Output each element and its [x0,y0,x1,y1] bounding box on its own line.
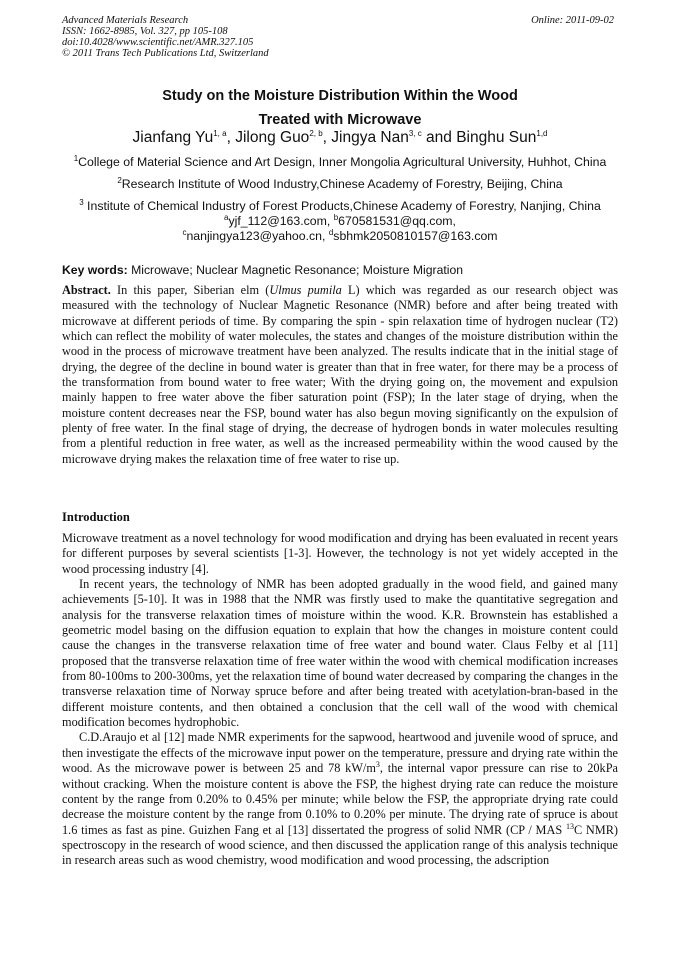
abstract [62,283,618,467]
affiliation-2 [50,177,630,192]
author-list [62,128,618,148]
email-c: nanjingya123@yahoo.cn, [186,229,326,243]
introduction [62,531,618,869]
author-sup: 1, a [213,128,227,138]
affiliation-text: College of Material Science and Art Design, Inner Mongolia Agricultural University, Huhhot, China [78,155,607,169]
abstract-label: Abstract. [62,283,111,297]
author-name: Jingya Nan [331,129,409,146]
journal-name: Advanced Materials Research [62,15,189,26]
email-sup: a [224,212,229,222]
title-line-1: Study on the Moisture Distribution Within the Wood [162,88,518,104]
author-and: and [421,129,457,146]
email-a: yjf_112@163.com, [228,214,331,228]
abstract-species: Ulmus pumila [269,283,342,297]
affiliation-text: Institute of Chemical Industry of Forest Products,Chinese Academy of Forestry, Nanjing, China [83,199,601,213]
intro-paragraph-1: Microwave treatment as a novel technology for wood modification and drying has been evaluated in recent years for different purposes by several scientists [1-3]. However, the technology is not yet widely accepted in the wood processing industry [4]. [62,531,618,576]
author-sup: 1,d [536,128,548,138]
intro-p3-sup: 3 [375,760,380,770]
intro-p3-sup: 13 [565,821,574,831]
email-sup: d [328,227,334,237]
email-line-1 [50,214,630,229]
email-d: sbhmk2050810157@163.com [333,229,498,243]
author-separator: , [226,129,236,146]
intro-heading: Introduction [62,510,130,524]
email-b: 670581531@qq.com, [338,214,456,228]
keywords-label: Key words: [62,263,128,277]
affiliation-sup: 3 [79,197,84,207]
journal-copyright: © 2011 Trans Tech Publications Ltd, Switzerland [62,48,269,59]
author-name: Jianfang Yu [132,129,214,146]
intro-p3-text: , the internal vapor pressure can rise to 20kPa without cracking. When the moisture content is above the FSP, the highest drying rate can reduce the moisture content by the range from 0.20% to 0.45% per minute; while below the FSP, the appropriate drying rate could decrease the moisture content by the range from 0.10% to 0.20% per minute. The drying rate of spruce is about 1.6 times as fast as pine. Guizhen Fang et al [13] dissertated the progress of solid NMR (CP / MAS [62,761,618,837]
journal-doi: doi:10.4028/www.scientific.net/AMR.327.105 [62,37,254,48]
author-name: Binghu Sun [456,129,537,146]
affiliation-sup: 1 [73,153,79,163]
email-line-2 [50,229,630,244]
keywords [62,263,618,277]
affiliation-1 [50,155,630,170]
keywords-text: Microwave; Nuclear Magnetic Resonance; Moisture Migration [131,263,464,277]
online-date: Online: 2011-09-02 [531,15,614,26]
affiliation-sup: 2 [117,175,122,185]
author-name: Jilong Guo [235,129,310,146]
email-sup: c [182,227,187,237]
affiliation-text: Research Institute of Wood Industry,Chinese Academy of Forestry, Beijing, China [121,177,563,191]
author-sup: 2, b [309,128,323,138]
paper-title [62,84,618,132]
abstract-text-pre: In this paper, Siberian elm ( [110,283,270,297]
intro-paragraph-2: In recent years, the technology of NMR has been adopted gradually in the wood field, and gained many achievements [5-10]. It was in 1988 that the NMR was firstly used to make the quantitative segregation and analysis for the transverse relaxation times of moisture within the wood. K.R. Brownstein has established a geometric model basing on the diffusion equation to explain that how the changes in moisture content could cause the changes in the transverse relaxation time of free water and bound water. Claus Felby et al [11] proposed that the transverse relaxation time of free water within the wood with chemical modification increases from 80-100ms to 200-300ms, yet the relaxation time of bound water decreased by comparing the changes in the transverse relaxation time of Norway spruce before and after being treated with acetylation-bran-based in the different moisture contents, and then obtained a conclusion that the cell wall of the wood with chemical modification becomes hydrophobic. [62,577,618,730]
intro-p3-text: C.D.Araujo et al [12] made NMR experiments for the sapwood, heartwood and juvenile wood of spruce, and then investigate the effects of the microwave input power on the temperature, pressure and drying rate within the wood. As the microwave power is between 25 and 78 kW/m [62,730,618,776]
title-line-2: Treated with Microwave [258,112,422,128]
journal-issn: ISSN: 1662-8985, Vol. 327, pp 105-108 [62,26,228,37]
journal-header [62,15,618,59]
email-sup: b [333,212,339,222]
affiliation-3 [50,199,630,214]
author-separator: , [322,129,332,146]
intro-paragraph-3 [62,730,618,868]
intro-p3-text: C NMR) spectroscopy in the research of wood science, and then discussed the application range of this analysis technique in research areas such as wood chemistry, wood modification and wood processing, the adscription [62,822,619,868]
author-sup: 3, c [408,128,422,138]
abstract-text: L) which was regarded as our research object was measured with the technology of Nuclear Magnetic Resonance (NMR) before and after being treated with microwave at different periods of time. By comparing the spin - spin relaxation time of hydrogen nuclear (T2) which can reflect the mobility of water molecules, the states and changes of the moisture distribution within the wood in the process of microwave treatment have been analyzed. The results indicate that in the initial stage of drying, the degree of the decline in bound water is greater than that in free water, for there may be a process of the transformation from bound water to free water; With the drying going on, the movement and expulsion mainly happen to free water above the fiber saturation point (FSP); In the later stage of drying, when the moisture content decreases near the FSP, bound water has also begun moving significantly on the expulsion of plenty of free water. In the final stage of drying, the decrease of hydrogen bonds in water molecules resulting from a plentiful reduction in free water, as well as the increased permeability within the wood caused by the microwave drying makes the relaxation time of free water to rise up. [62,283,618,466]
